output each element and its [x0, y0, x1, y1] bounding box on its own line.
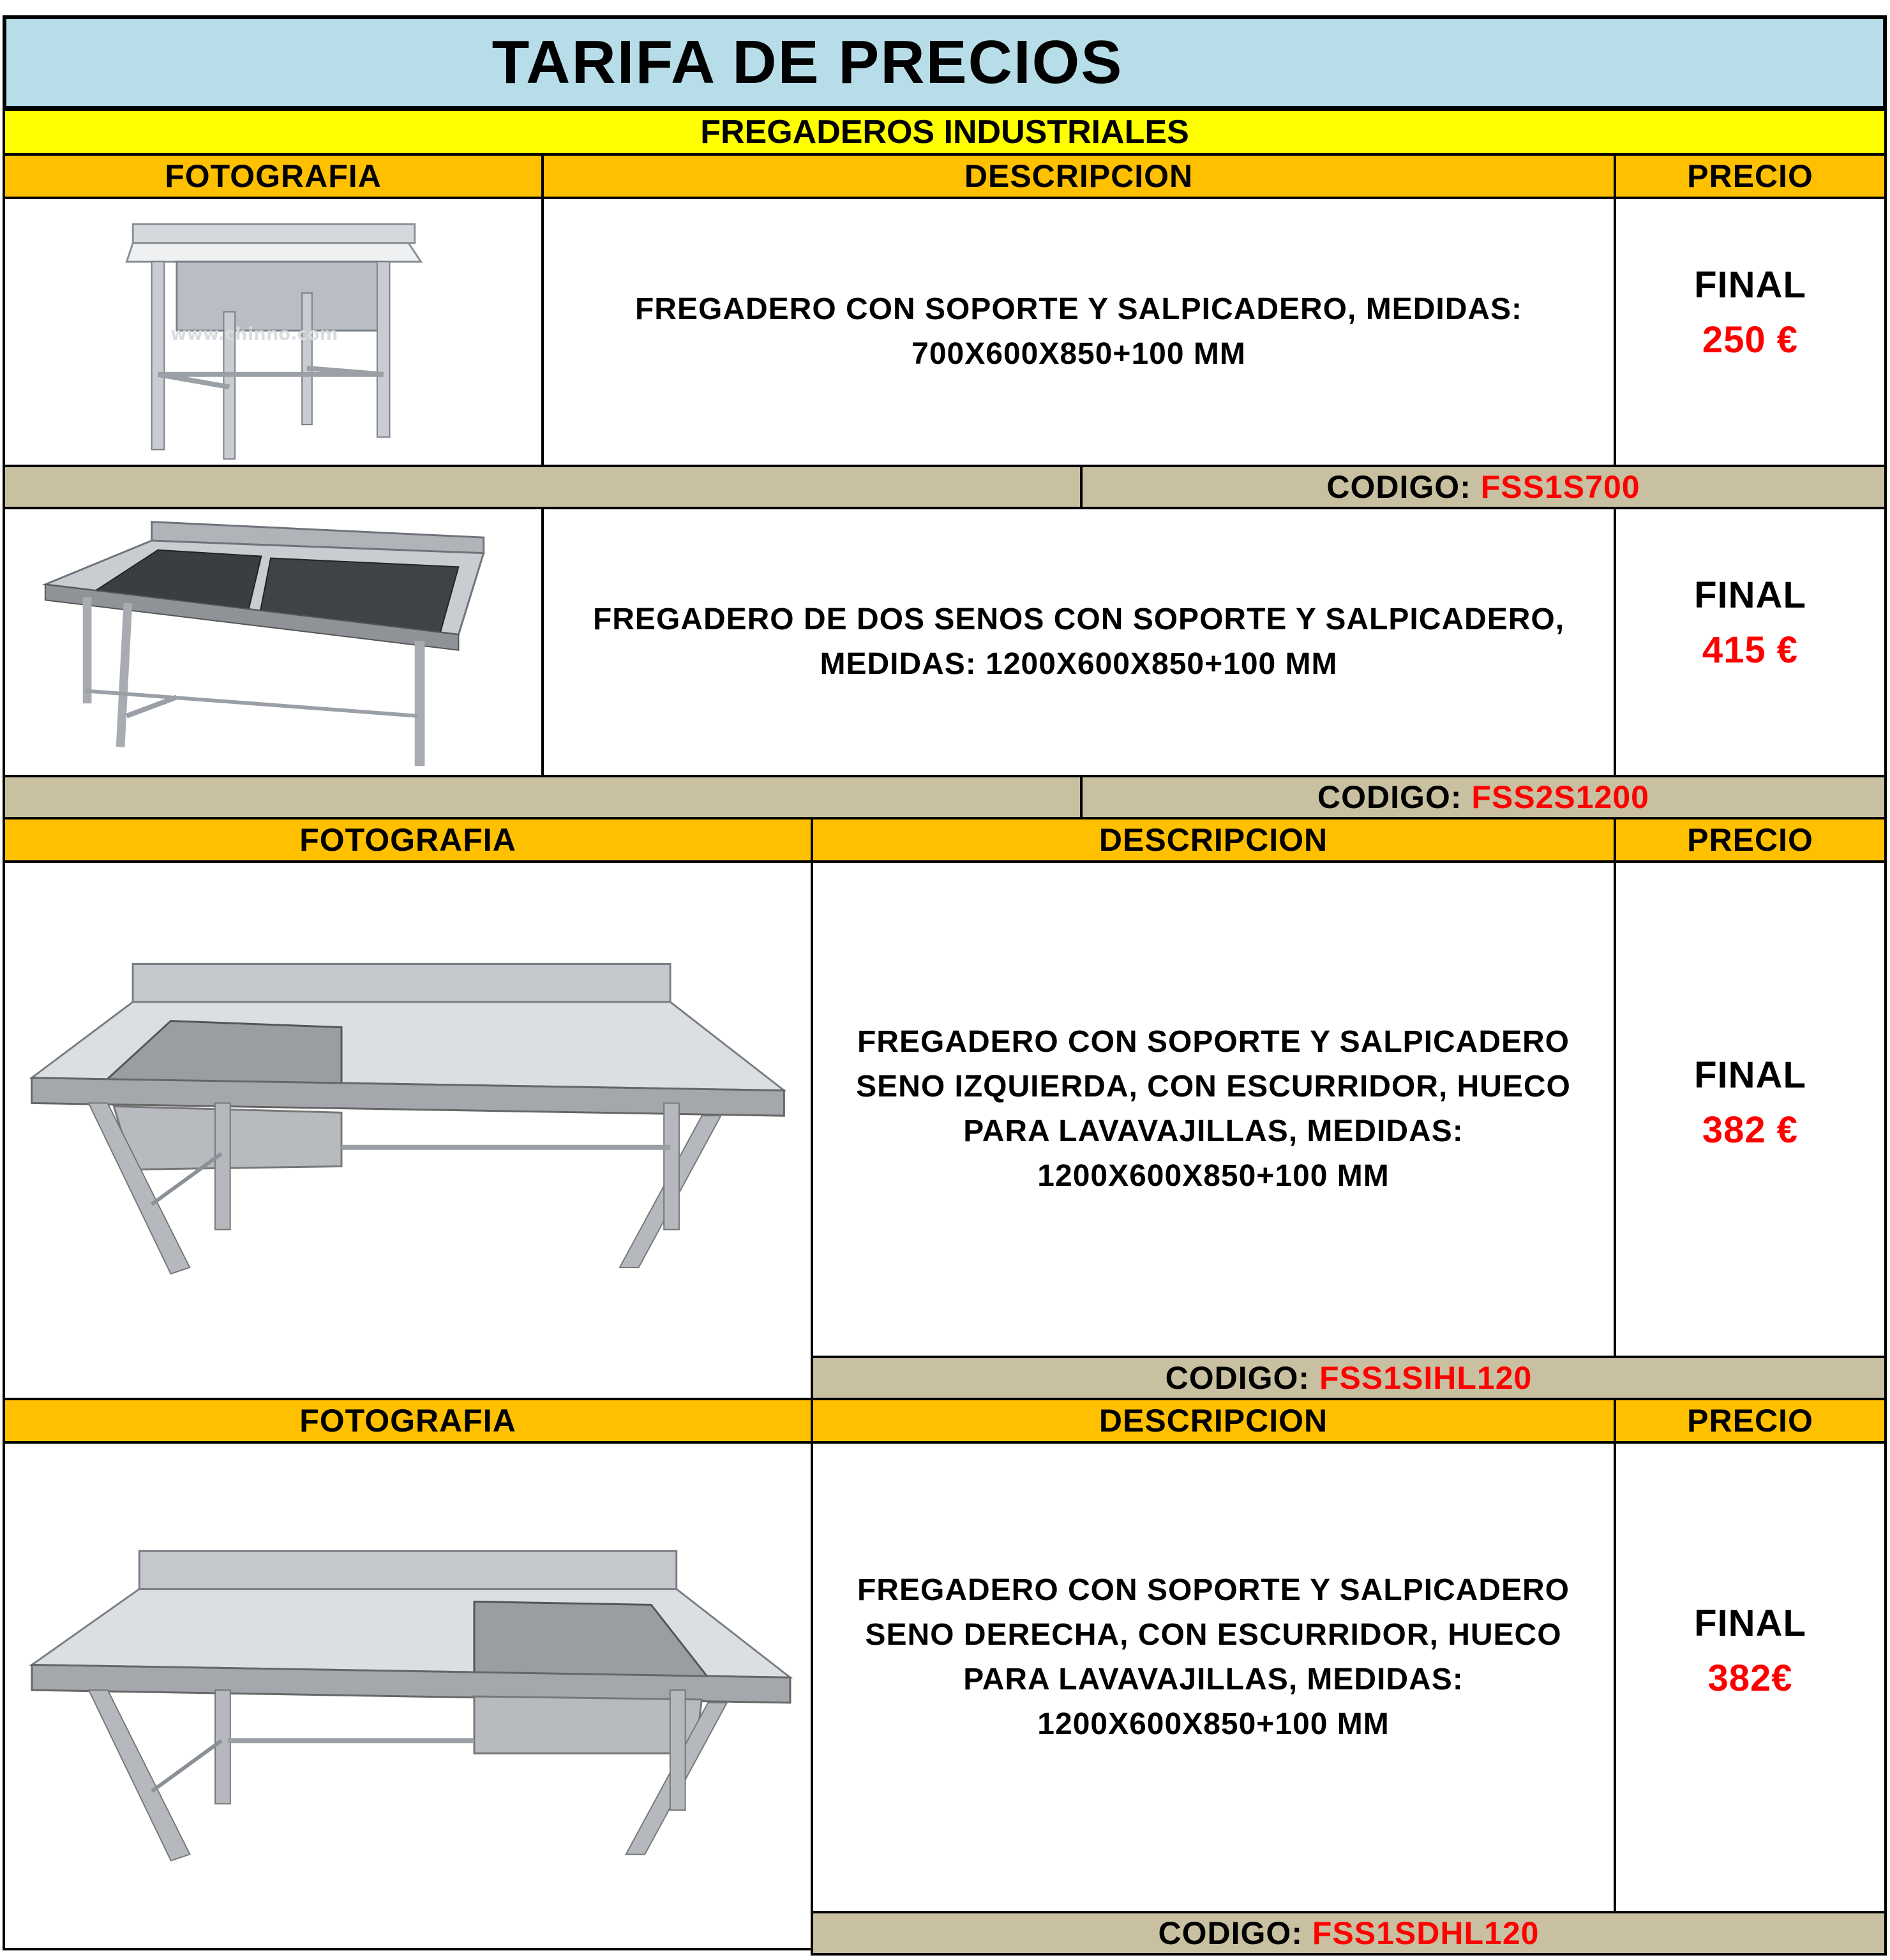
product-4-code-value: FSS1SDHL120 [1312, 1915, 1540, 1951]
product-1-code-spacer [3, 465, 1083, 509]
product-1-price [1614, 197, 1887, 467]
section-title [3, 108, 1887, 156]
product-3-price-value: 382 € [1702, 1109, 1799, 1151]
product-4-code [811, 1911, 1887, 1956]
product-2-price [1614, 507, 1887, 777]
header-description [811, 1398, 1616, 1444]
sink-double-icon [5, 509, 541, 775]
header-photo-label: FOTOGRAFIA [165, 158, 382, 194]
sink-right-basin-icon [5, 1444, 811, 1948]
product-2-price-value: 415 € [1702, 629, 1799, 671]
product-1-price-value: 250 € [1702, 319, 1799, 361]
product-4-description-text: FREGADERO CON SOPORTE Y SALPICADERO SENO DERECHA, CON ESCURRIDOR, HUECO PARA LAVAVAJILLAS, MEDIDAS: 1200X600X850+100 MM [857, 1573, 1570, 1741]
product-3-description-text: FREGADERO CON SOPORTE Y SALPICADERO SENO IZQUIERDA, CON ESCURRIDOR, HUECO PARA LAVAVAJILLAS, MEDIDAS: 1200X600X850+100 MM [856, 1025, 1571, 1193]
header-description-label: DESCRIPCION [1099, 1403, 1328, 1439]
title-text: TARIFA DE PRECIOS [491, 28, 1123, 96]
header-description-label: DESCRIPCION [964, 158, 1194, 194]
code-label: CODIGO: [1317, 779, 1462, 815]
product-2-code-spacer [3, 775, 1083, 819]
header-description [541, 153, 1616, 199]
header-photo [3, 153, 544, 199]
product-2-description-text: FREGADERO DE DOS SENOS CON SOPORTE Y SALPICADERO, MEDIDAS: 1200X600X850+100 MM [592, 602, 1565, 681]
header-photo [3, 1398, 813, 1444]
product-1-description-text: FREGADERO CON SOPORTE Y SALPICADERO, MEDIDAS: 700X600X850+100 MM [634, 292, 1523, 371]
product-1-photo [3, 197, 544, 467]
header-price [1614, 1398, 1887, 1444]
header-description [811, 817, 1616, 863]
header-photo-label: FOTOGRAFIA [299, 1403, 516, 1439]
product-3-description [811, 860, 1616, 1358]
header-photo-label: FOTOGRAFIA [299, 822, 516, 858]
product-4-description [811, 1441, 1616, 1950]
page-title [3, 15, 1887, 110]
product-1-code [1080, 465, 1887, 509]
product-4-price-label: FINAL [1694, 1603, 1806, 1644]
product-3-code-value: FSS1SIHL120 [1319, 1360, 1533, 1396]
sink-single-icon [5, 199, 541, 465]
header-description-label: DESCRIPCION [1099, 822, 1328, 858]
product-2-description [541, 507, 1616, 777]
product-1-description [541, 197, 1616, 467]
code-label: CODIGO: [1326, 469, 1471, 505]
header-price [1614, 153, 1887, 199]
code-label: CODIGO: [1165, 1360, 1310, 1396]
header-photo [3, 817, 813, 863]
section-text: FREGADEROS INDUSTRIALES [700, 114, 1189, 151]
product-1-code-value: FSS1S700 [1480, 469, 1640, 505]
product-4-photo [3, 1441, 813, 1950]
header-price-label: PRECIO [1687, 822, 1813, 858]
product-4-price [1614, 1441, 1887, 1950]
product-3-code [811, 1356, 1887, 1400]
product-2-price-label: FINAL [1694, 574, 1806, 616]
product-3-photo [3, 860, 813, 1400]
product-2-code-value: FSS2S1200 [1471, 779, 1649, 815]
product-2-code [1080, 775, 1887, 819]
product-3-price-label: FINAL [1694, 1054, 1806, 1096]
product-3-price [1614, 860, 1887, 1358]
code-label: CODIGO: [1158, 1915, 1303, 1951]
product-1-price-label: FINAL [1694, 264, 1806, 306]
watermark-text: www.chinno.com [170, 324, 338, 345]
header-price [1614, 817, 1887, 863]
sink-left-basin-icon [5, 863, 811, 1398]
product-2-photo [3, 507, 544, 777]
header-price-label: PRECIO [1687, 1403, 1813, 1439]
product-4-price-value: 382€ [1707, 1657, 1793, 1699]
header-price-label: PRECIO [1687, 158, 1813, 194]
